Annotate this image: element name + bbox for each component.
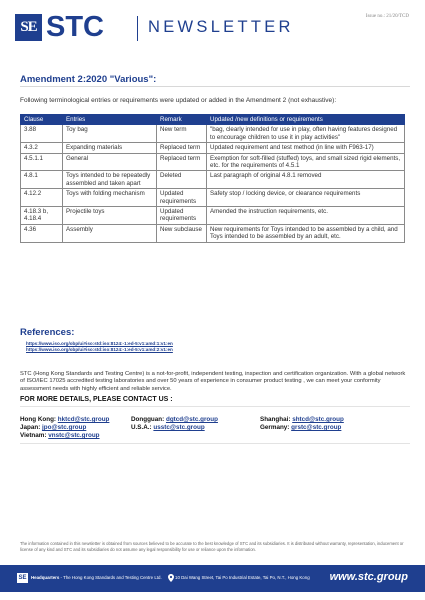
newsletter-title: NEWSLETTER [148,18,294,36]
cell-entry: Projectile toys [63,207,157,225]
contact-label: Dongguan: [131,416,165,423]
footer-website-link[interactable]: www.stc.group [329,571,408,583]
cell-clause: 4.12.2 [21,189,63,207]
amendment-intro: Following terminological entries or requirements were updated or added in the Amendment 2 (not exhaustive): [20,97,337,104]
cell-clause: 4.8.1 [21,171,63,189]
contact-label: Vietnam: [20,432,47,439]
cell-definition: Exemption for soft-filled (stuffed) toys, and small sized rigid elements, etc. for the requirements of 4.5.1 [207,153,405,171]
table-row [21,224,405,242]
contact-title: FOR MORE DETAILS, PLEASE CONTACT US : [20,396,173,403]
cell-remark: New subclause [157,224,207,242]
references-title: References: [20,327,75,338]
location-pin-icon [168,574,174,582]
cell-remark: Deleted [157,171,207,189]
table-row [21,207,405,225]
table-row [21,125,405,143]
contact-label: Shanghai: [260,416,291,423]
cell-clause: 4.18.3 b, 4.18.4 [21,207,63,225]
table-header-row [21,115,405,125]
column-header-definitions: Updated /new definitions or requirements [207,115,405,125]
header-divider [137,16,138,41]
contact-label: Japan: [20,424,41,431]
contact-label: U.S.A.: [131,424,152,431]
contact-germany [260,424,341,431]
newsletter-header [0,0,425,48]
contact-dongguan [131,416,218,423]
cell-definition: Updated requirement and test method (in line with F963-17) [207,143,405,153]
cell-entry: Toys intended to be repeatedly assembled and taken apart [63,171,157,189]
cell-entry: Expanding materials [63,143,157,153]
contact-email-link[interactable]: dgtcd@stc.group [165,416,218,423]
cell-clause: 4.3.2 [21,143,63,153]
cell-remark: Updated requirements [157,189,207,207]
stc-logo[interactable] [15,11,104,43]
cell-remark: Replaced term [157,143,207,153]
headquarters-name: - The Hong Kong Standards and Testing Centre Ltd. [59,575,162,580]
contact-email-link[interactable]: usstc@stc.group [153,424,205,431]
footer-headquarters [31,575,162,580]
cell-clause: 4.36 [21,224,63,242]
cell-entry: Toys with folding mechanism [63,189,157,207]
contact-label: Hong Kong: [20,416,57,423]
table-row [21,153,405,171]
cell-clause: 3.88 [21,125,63,143]
contact-email-link[interactable]: vnstc@stc.group [48,432,100,439]
cell-remark: Updated requirements [157,207,207,225]
cell-remark: New term [157,125,207,143]
contact-label: Germany: [260,424,290,431]
cell-entry: General [63,153,157,171]
cell-entry: Toy bag [63,125,157,143]
cell-definition: New requirements for Toys intended to be assembled by a child, and Toys intended to be assembled by an adult, etc. [207,224,405,242]
contact-usa [131,424,205,431]
contact-divider-bottom [20,443,410,444]
cell-definition: Amended the instruction requirements, etc. [207,207,405,225]
reference-link-amd1[interactable]: https://www.iso.org/obp/ui#iso:std:iso:8124:-1:ed-5:v1:amd:1:v1:en [26,341,173,346]
table-row [21,189,405,207]
contact-vietnam [20,432,100,439]
disclaimer-text: The information contained in this newsletter is obtained from sources believed to be accurate to the best knowledge of STC and its subsidiaries. It is distributed without warranty, representation, inducement or license of any kind and STC and its subsidiaries do not assume any legal responsibility for use or reliance upon the information. [20,541,404,552]
headquarters-label: Headquarters [31,575,60,580]
contact-email-link[interactable]: hktcd@stc.group [57,416,110,423]
column-header-clause: Clause [21,115,63,125]
contact-hong-kong [20,416,109,423]
requirements-table [20,114,405,243]
amendment-title: Amendment 2:2020 "Various": [20,74,157,85]
reference-link-amd2[interactable]: https://www.iso.org/obp/ui#iso:std:iso:8124:-1:ed-5:v1:amd:2:v1:en [26,347,173,352]
contact-divider-top [20,406,410,407]
cell-definition: Last paragraph of original 4.8.1 removed [207,171,405,189]
cell-remark: Replaced term [157,153,207,171]
cell-clause: 4.5.1.1 [21,153,63,171]
footer-bar [0,565,425,592]
contact-email-link[interactable]: jpo@stc.group [42,424,87,431]
cell-definition: Safety stop / locking device, or clearance requirements [207,189,405,207]
section-divider [20,86,410,87]
footer-address: 10 Dai Wang Street, Tai Po Industrial Estate, Tai Po, N.T., Hong Kong [175,575,310,580]
contact-japan [20,424,86,431]
issue-number: Issue no.: 21/20/TCD [365,14,409,19]
about-stc-paragraph: STC (Hong Kong Standards and Testing Centre) is a not-for-profit, independent testing, inspection and certification organization. With a global network of ISO/IEC 17025 accredited testing laboratories and over 50 years of experience in consumer product testing , we can meet your conformity assessment needs with highly efficient and reliable service. [20,371,406,392]
column-header-remark: Remark [157,115,207,125]
stc-logo-text: STC [46,11,104,43]
contact-shanghai [260,416,344,423]
cell-definition: "bag, clearly intended for use in play, often having features designed to encourage children to use it in play activities" [207,125,405,143]
column-header-entries: Entries [63,115,157,125]
stc-logo-icon: SE [18,575,27,581]
cell-entry: Assembly [63,224,157,242]
stc-logo-icon: SE [15,14,42,41]
table-row [21,143,405,153]
table-row [21,171,405,189]
contact-email-link[interactable]: shtcd@stc.group [292,416,344,423]
contact-email-link[interactable]: grstc@stc.group [291,424,342,431]
